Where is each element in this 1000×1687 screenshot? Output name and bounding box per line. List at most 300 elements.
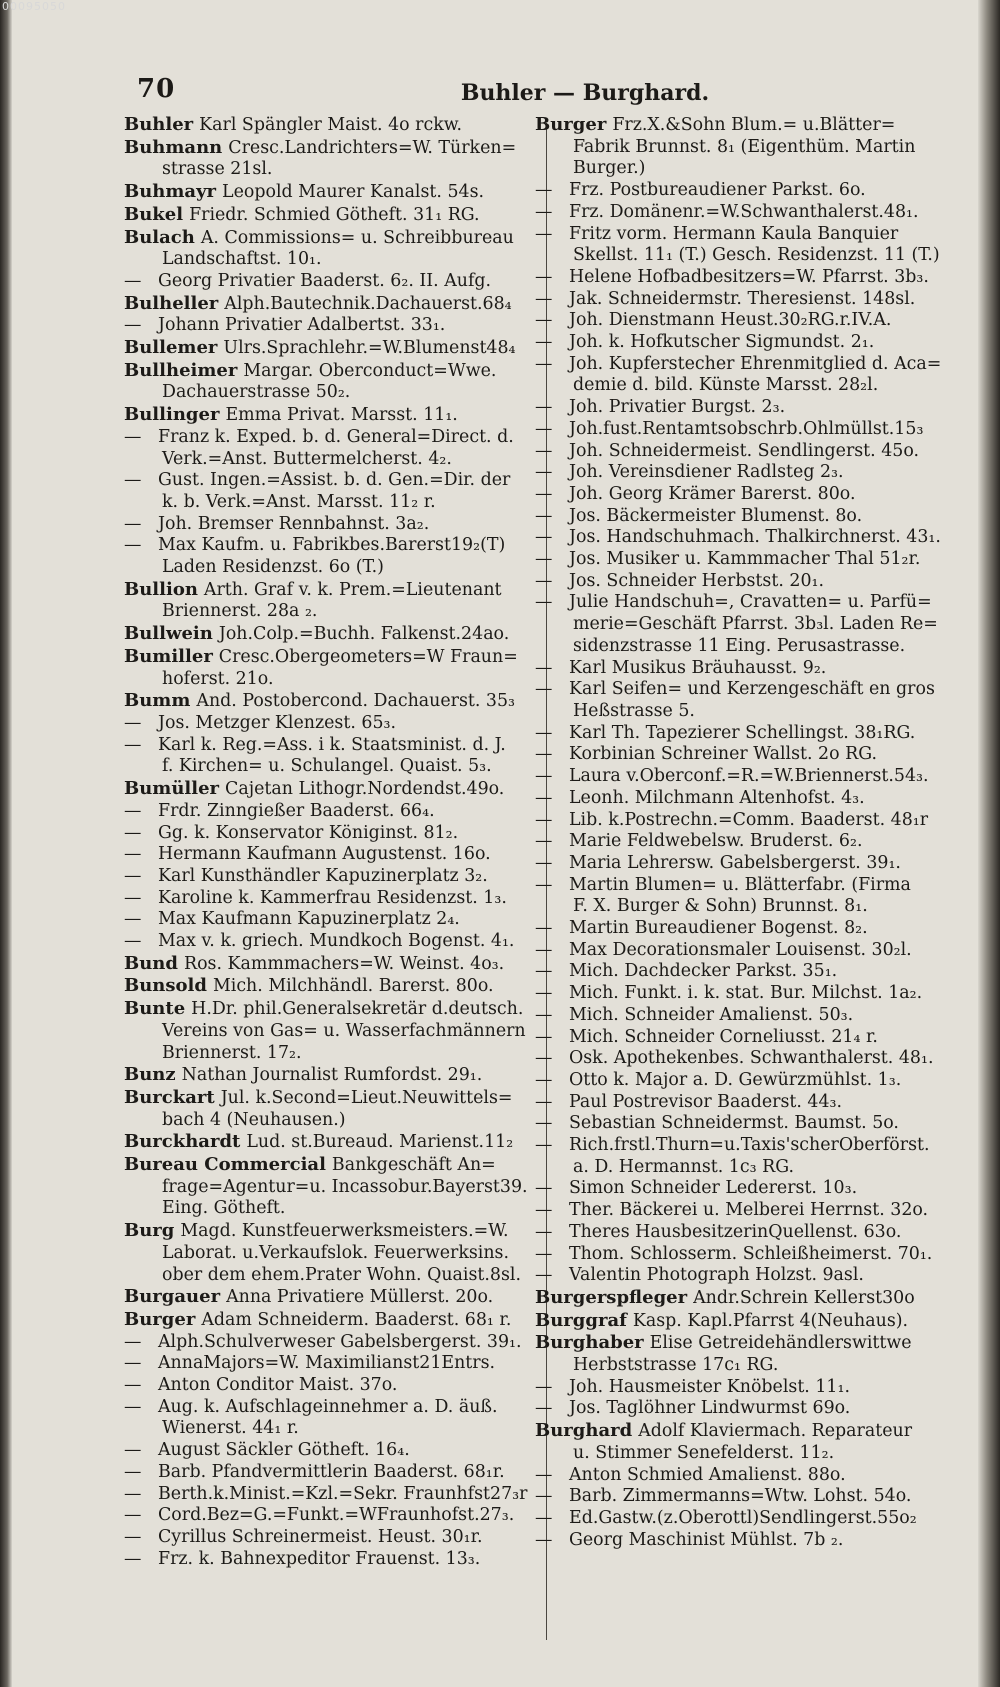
- surname: Bund: [124, 952, 178, 974]
- entry-text: Martin Blumen= u. Blätterfabr. (Firma: [569, 874, 911, 895]
- directory-entry: [124, 449, 549, 471]
- entry-text: Karl Musikus Bräuhausst. 9₂.: [569, 657, 827, 678]
- entry-text: Maria Lehrersw. Gabelsbergerst. 39₁.: [569, 852, 901, 873]
- ditto-dash: —: [535, 1026, 553, 1047]
- entry-text: Jul. k.Second=Lieut.Neuwittels=: [220, 1087, 513, 1108]
- ditto-dash: —: [535, 657, 553, 678]
- directory-entry: [535, 114, 953, 137]
- directory-entry: [124, 1021, 549, 1043]
- entry-text: Ros. Kammmachers=W. Weinst. 4o₃.: [183, 953, 505, 974]
- ditto-dash: —: [535, 679, 553, 700]
- directory-entry: [124, 579, 549, 602]
- entry-text: F. X. Burger & Sohn) Brunnst. 8₁.: [573, 896, 868, 917]
- ditto-dash: —: [535, 1243, 553, 1264]
- surname: Burghaber: [535, 1332, 644, 1354]
- ditto-dash: —: [124, 844, 142, 865]
- directory-entry: [535, 940, 953, 962]
- directory-entry: [535, 1310, 953, 1333]
- entry-text: Jos. Musiker u. Kammmacher Thal 51₂r.: [569, 549, 921, 570]
- entry-text: Arth. Graf v. k. Prem.=Lieutenant: [203, 579, 502, 600]
- directory-entry: [124, 953, 549, 976]
- directory-entry: [535, 679, 953, 701]
- entry-text: Karoline k. Kammerfrau Residenzst. 1₃.: [158, 887, 507, 908]
- directory-entry: [124, 1549, 549, 1571]
- entry-text: Cord.Bez=G.=Funkt.=WFraunhofst.27₃.: [158, 1505, 515, 1526]
- directory-entry: [535, 1027, 953, 1049]
- entry-text: Ed.Gastw.(z.Oberottl)Sendlingerst.55o₂: [569, 1508, 917, 1528]
- directory-entry: [535, 419, 953, 441]
- directory-entry: [124, 888, 549, 910]
- directory-entry: [124, 909, 549, 931]
- directory-entry: [535, 1443, 953, 1465]
- directory-entry: [124, 844, 549, 866]
- ditto-dash: —: [124, 887, 142, 908]
- entry-text: Thom. Schlosserm. Schleißheimerst. 70₁.: [569, 1243, 933, 1264]
- surname: Burckart: [124, 1086, 215, 1108]
- binding-edge-left: [0, 0, 12, 1687]
- directory-entry: [535, 918, 953, 940]
- entry-text: Berth.k.Minist.=Kzl.=Sekr. Fraunhfst27₃r: [158, 1483, 528, 1504]
- directory-entry: [124, 337, 549, 360]
- directory-entry: [124, 470, 549, 492]
- surname: Bunz: [124, 1064, 176, 1086]
- directory-entry: [124, 137, 549, 160]
- directory-entry: [124, 1484, 549, 1506]
- directory-entry: [124, 293, 549, 316]
- entry-text: Barb. Pfandvermittlerin Baaderst. 68₁r.: [158, 1461, 505, 1482]
- entry-text: Frz.X.&Sohn Blum.= u.Blätter=: [612, 115, 896, 135]
- surname: Bullemer: [124, 337, 218, 359]
- entry-text: Karl Kunsthändler Kapuzinerplatz 3₂.: [158, 865, 488, 886]
- directory-entry: [535, 853, 953, 875]
- entry-text: bach 4 (Neuhausen.): [162, 1109, 346, 1130]
- entry-text: Lud. st.Bureaud. Marienst.11₂: [246, 1132, 514, 1153]
- entry-text: Joh. Georg Krämer Barerst. 80o.: [569, 483, 856, 504]
- directory-entry: [124, 382, 549, 404]
- entry-text: Landschaftst. 10₁.: [162, 249, 322, 270]
- ditto-dash: —: [535, 180, 553, 201]
- entry-text: Ulrs.Sprachlehr.=W.Blumenst48₄: [223, 338, 516, 359]
- entry-text: ober dem ehem.Prater Wohn. Quaist.8sl.: [162, 1264, 522, 1285]
- directory-entry: [535, 1420, 953, 1443]
- entry-text: Joh. Hausmeister Knöbelst. 11₁.: [569, 1376, 850, 1397]
- directory-entry: [535, 788, 953, 810]
- directory-entry: [535, 462, 953, 484]
- entry-text: Jos. Metzger Klenzest. 65₃.: [158, 712, 397, 733]
- entry-text: Johann Privatier Adalbertst. 33₁.: [158, 315, 446, 336]
- entry-text: Mich. Milchhändl. Barerst. 80o.: [212, 976, 494, 997]
- ditto-dash: —: [124, 865, 142, 886]
- directory-entry: [124, 931, 549, 953]
- ditto-dash: —: [124, 1440, 142, 1461]
- entry-text: Joh. Bremser Rennbahnst. 3a₂.: [158, 513, 430, 534]
- ditto-dash: —: [124, 734, 142, 755]
- ditto-dash: —: [535, 744, 553, 765]
- entry-text: Otto k. Major a. D. Gewürzmühlst. 1₃.: [569, 1069, 902, 1090]
- left-column: [124, 114, 549, 1570]
- directory-entry: [535, 484, 953, 506]
- directory-entry: [535, 614, 953, 636]
- directory-entry: [535, 875, 953, 897]
- surname: Bumüller: [124, 778, 220, 800]
- entry-text: Karl Seifen= und Kerzengeschäft en gros: [569, 679, 935, 700]
- ditto-dash: —: [535, 1221, 553, 1242]
- directory-entry: [124, 159, 549, 181]
- ditto-dash: —: [124, 270, 142, 291]
- surname: Bullinger: [124, 404, 220, 426]
- ditto-dash: —: [535, 266, 553, 287]
- ditto-dash: —: [535, 397, 553, 418]
- right-column: [535, 114, 953, 1551]
- ditto-dash: —: [535, 1048, 553, 1069]
- directory-entry: [124, 1397, 549, 1419]
- entry-text: Skellst. 11₁ (T.) Gesch. Residenzst. 11 (T.): [573, 245, 940, 266]
- ditto-dash: —: [535, 766, 553, 787]
- entry-text: Wienerst. 44₁ r.: [162, 1418, 299, 1439]
- ditto-dash: —: [124, 1353, 142, 1374]
- ditto-dash: —: [535, 809, 553, 830]
- ditto-dash: —: [535, 462, 553, 483]
- surname: Buhler: [124, 114, 194, 135]
- entry-text: Fabrik Brunnst. 8₁ (Eigenthüm. Martin: [573, 136, 916, 157]
- entry-text: Adolf Klaviermach. Reparateur: [638, 1421, 913, 1442]
- entry-text: Laura v.Oberconf.=R.=W.Briennerst.54₃.: [569, 766, 929, 787]
- entry-text: Max Kaufmann Kapuzinerplatz 2₄.: [158, 909, 460, 930]
- directory-entry: [535, 1070, 953, 1092]
- directory-entry: [124, 492, 549, 514]
- entry-text: Valentin Photograph Holzst. 9asl.: [569, 1265, 864, 1286]
- entry-text: Frdr. Zinngießer Baaderst. 66₄.: [158, 800, 435, 821]
- entry-text: Aug. k. Aufschlageinnehmer a. D. äuß.: [158, 1396, 498, 1417]
- entry-text: Anton Conditor Maist. 37o.: [158, 1375, 398, 1396]
- entry-text: Frz. k. Bahnexpeditor Frauenst. 13₃.: [158, 1548, 481, 1569]
- entry-text: Karl k. Reg.=Ass. i k. Staatsminist. d. J.: [158, 734, 506, 755]
- entry-text: Max Kaufm. u. Fabrikbes.Barerst19₂(T): [158, 535, 506, 556]
- surname: Bumm: [124, 690, 191, 712]
- ditto-dash: —: [535, 787, 553, 808]
- ditto-dash: —: [535, 332, 553, 353]
- ditto-dash: —: [124, 535, 142, 556]
- entry-text: Mich. Schneider Corneliusst. 21₄ r.: [569, 1026, 878, 1047]
- directory-entry: [124, 823, 549, 845]
- ditto-dash: —: [124, 1548, 142, 1569]
- ditto-dash: —: [535, 418, 553, 439]
- entry-text: Mich. Schneider Amalienst. 50₃.: [569, 1004, 854, 1025]
- entry-text: frage=Agentur=u. Incassobur.Bayerst39.: [162, 1176, 528, 1197]
- entry-text: Eing. Götheft.: [162, 1198, 286, 1219]
- entry-text: Joh. Privatier Burgst. 2₃.: [569, 397, 786, 418]
- entry-text: H.Dr. phil.Generalsekretär d.deutsch.: [191, 999, 524, 1020]
- ditto-dash: —: [535, 1529, 553, 1550]
- entry-text: Helene Hofbadbesitzers=W. Pfarrst. 3b₃.: [569, 266, 929, 287]
- ditto-dash: —: [124, 426, 142, 447]
- entry-text: demie d. bild. Künste Marsst. 28₂l.: [573, 375, 879, 396]
- directory-entry: [535, 224, 953, 246]
- surname: Bullheimer: [124, 359, 238, 381]
- directory-entry: [535, 180, 953, 202]
- directory-entry: [124, 1043, 549, 1065]
- entry-text: Karl Spängler Maist. 4o rckw.: [199, 115, 463, 135]
- entry-text: Jos. Bäckermeister Blumenst. 8o.: [569, 505, 863, 526]
- entry-text: Jos. Handschuhmach. Thalkirchnerst. 43₁.: [569, 527, 941, 548]
- directory-entry: [124, 1418, 549, 1440]
- directory-entry: [535, 658, 953, 680]
- entry-text: Paul Postrevisor Baaderst. 44₃.: [569, 1091, 843, 1112]
- entry-text: Julie Handschuh=, Cravatten= u. Parfü=: [569, 592, 932, 613]
- directory-entry: [124, 181, 549, 204]
- directory-entry: [535, 1113, 953, 1135]
- entry-text: Frz. Postbureaudiener Parkst. 6o.: [569, 180, 866, 201]
- directory-entry: [535, 1265, 953, 1287]
- directory-entry: [124, 360, 549, 383]
- ditto-dash: —: [535, 1265, 553, 1286]
- directory-entry: [535, 1287, 953, 1310]
- entry-text: Barb. Zimmermanns=Wtw. Lohst. 54o.: [569, 1486, 912, 1507]
- surname: Buhmayr: [124, 181, 217, 203]
- directory-entry: [535, 506, 953, 528]
- entry-text: A. Commissions= u. Schreibbureau: [200, 227, 514, 248]
- directory-entry: [124, 690, 549, 713]
- ditto-dash: —: [124, 1505, 142, 1526]
- directory-entry: [535, 245, 953, 267]
- entry-text: Ther. Bäckerei u. Melberei Herrnst. 32o.: [569, 1200, 929, 1221]
- directory-entry: [535, 1486, 953, 1508]
- directory-entry: [535, 267, 953, 289]
- directory-entry: [124, 1064, 549, 1087]
- ditto-dash: —: [535, 549, 553, 570]
- directory-entry: [535, 1048, 953, 1070]
- ditto-dash: —: [124, 909, 142, 930]
- ditto-dash: —: [124, 513, 142, 534]
- ditto-dash: —: [535, 831, 553, 852]
- running-head: Buhler — Burghard.: [460, 80, 710, 106]
- ditto-dash: —: [124, 1331, 142, 1352]
- directory-entry: [124, 204, 549, 227]
- entry-text: Sebastian Schneidermst. Baumst. 5o.: [569, 1113, 899, 1134]
- surname: Bulheller: [124, 292, 219, 314]
- page-number: 70: [137, 74, 176, 104]
- ditto-dash: —: [535, 874, 553, 895]
- ditto-dash: —: [535, 483, 553, 504]
- surname: Bulach: [124, 226, 195, 248]
- entry-text: k. b. Verk.=Anst. Marsst. 11₂ r.: [162, 491, 436, 512]
- directory-entry: [535, 137, 953, 159]
- entry-text: strasse 21sl.: [162, 159, 273, 180]
- directory-entry: [535, 1092, 953, 1114]
- directory-entry: [124, 1527, 549, 1549]
- ditto-dash: —: [535, 1178, 553, 1199]
- directory-entry: [535, 723, 953, 745]
- ditto-dash: —: [124, 1483, 142, 1504]
- entry-text: f. Kirchen= u. Schulangel. Quaist. 5₃.: [162, 756, 492, 777]
- entry-text: merie=Geschäft Pfarrst. 3b₃l. Laden Re=: [573, 614, 938, 635]
- surname: Burgauer: [124, 1286, 221, 1308]
- entry-text: Leopold Maurer Kanalst. 54s.: [222, 182, 485, 203]
- entry-text: Joh. Vereinsdiener Radlsteg 2₃.: [569, 462, 844, 483]
- surname: Bukel: [124, 203, 184, 225]
- surname: Bullion: [124, 578, 198, 600]
- directory-entry: [124, 1462, 549, 1484]
- ditto-dash: —: [124, 1396, 142, 1417]
- directory-entry: [124, 1353, 549, 1375]
- directory-entry: [535, 1508, 953, 1530]
- directory-entry: [535, 571, 953, 593]
- ditto-dash: —: [124, 1375, 142, 1396]
- entry-text: Herbststrasse 17c₁ RG.: [573, 1355, 779, 1376]
- entry-text: Georg Maschinist Mühlst. 7b ₂.: [569, 1529, 844, 1550]
- directory-entry: [124, 1131, 549, 1154]
- ditto-dash: —: [535, 201, 553, 222]
- entry-text: Anna Privatiere Müllerst. 20o.: [226, 1287, 494, 1308]
- ditto-dash: —: [124, 1461, 142, 1482]
- ditto-dash: —: [124, 931, 142, 952]
- entry-text: Vereins von Gas= u. Wasserfachmännern: [162, 1020, 526, 1041]
- directory-entry: [535, 549, 953, 571]
- directory-entry: [535, 441, 953, 463]
- ditto-dash: —: [124, 315, 142, 336]
- entry-text: Laborat. u.Verkaufslok. Feuerwerksins.: [162, 1242, 510, 1263]
- directory-entry: [124, 227, 549, 250]
- entry-text: Hermann Kaufmann Augustenst. 16o.: [158, 844, 491, 865]
- ditto-dash: —: [535, 223, 553, 244]
- directory-entry: [535, 983, 953, 1005]
- directory-entry: [535, 1157, 953, 1179]
- directory-entry: [124, 778, 549, 801]
- directory-entry: [124, 114, 549, 137]
- directory-entry: [535, 1355, 953, 1377]
- directory-entry: [535, 831, 953, 853]
- ditto-dash: —: [124, 712, 142, 733]
- directory-entry: [535, 1135, 953, 1157]
- entry-text: Jos. Schneider Herbstst. 20₁.: [569, 570, 825, 591]
- ditto-dash: —: [535, 592, 553, 613]
- entry-text: Joh. k. Hofkutscher Sigmundst. 2₁.: [569, 332, 875, 353]
- entry-text: Burger.): [573, 158, 646, 179]
- entry-text: Margar. Oberconduct=Wwe.: [243, 360, 497, 381]
- directory-entry: [124, 404, 549, 427]
- directory-entry: [535, 744, 953, 766]
- ditto-dash: —: [535, 1200, 553, 1221]
- entry-text: a. D. Hermannst. 1c₃ RG.: [573, 1156, 794, 1177]
- directory-entry: [124, 1265, 549, 1287]
- directory-entry: [124, 866, 549, 888]
- directory-entry: [124, 646, 549, 669]
- directory-entry: [124, 1220, 549, 1243]
- directory-entry: [535, 1530, 953, 1552]
- entry-text: Verk.=Anst. Buttermelcherst. 4₂.: [162, 448, 452, 469]
- left-entry-list: [124, 114, 549, 1570]
- surname: Burger: [124, 1308, 196, 1330]
- directory-entry: [124, 601, 549, 623]
- entry-text: Kasp. Kapl.Pfarrst 4(Neuhaus).: [632, 1310, 909, 1331]
- directory-entry: [535, 1222, 953, 1244]
- directory-entry: [535, 766, 953, 788]
- directory-entry: [124, 557, 549, 579]
- ditto-dash: —: [535, 440, 553, 461]
- directory-entry: [535, 289, 953, 311]
- entry-text: Anton Schmied Amalienst. 88o.: [569, 1464, 846, 1485]
- entry-text: Cresc.Landrichters=W. Türken=: [228, 137, 517, 158]
- ditto-dash: —: [535, 1486, 553, 1507]
- entry-text: Cajetan Lithogr.Nordendst.49o.: [225, 779, 505, 800]
- directory-entry: [535, 896, 953, 918]
- ditto-dash: —: [535, 1069, 553, 1090]
- ditto-dash: —: [535, 1135, 553, 1156]
- directory-entry: [535, 332, 953, 354]
- directory-entry: [124, 1286, 549, 1309]
- surname: Bullwein: [124, 623, 213, 645]
- entry-text: Leonh. Milchmann Altenhofst. 4₃.: [569, 787, 865, 808]
- ditto-dash: —: [124, 470, 142, 491]
- directory-entry: [124, 1154, 549, 1177]
- directory-entry: [124, 1505, 549, 1527]
- entry-text: Frz. Domänenr.=W.Schwanthalerst.48₁.: [569, 201, 919, 222]
- directory-entry: [535, 397, 953, 419]
- ditto-dash: —: [535, 722, 553, 743]
- directory-entry: [535, 1244, 953, 1266]
- entry-text: Cresc.Obergeometers=W Fraun=: [218, 646, 518, 667]
- directory-entry: [124, 535, 549, 557]
- directory-entry: [124, 427, 549, 449]
- surname: Buhmann: [124, 136, 223, 158]
- directory-entry: [124, 271, 549, 293]
- directory-entry: [124, 756, 549, 778]
- entry-text: Emma Privat. Marsst. 11₁.: [225, 405, 458, 426]
- directory-entry: [535, 1377, 953, 1399]
- entry-text: Joh. Schneidermeist. Sendlingerst. 45o.: [569, 440, 920, 461]
- ditto-dash: —: [535, 1376, 553, 1397]
- entry-text: Gg. k. Konservator Königinst. 81₂.: [158, 822, 459, 843]
- entry-text: Joh.fust.Rentamtsobschrb.Ohlmüllst.15₃: [569, 418, 924, 439]
- entry-text: Nathan Journalist Rumfordst. 29₁.: [181, 1065, 483, 1086]
- entry-text: Adam Schneiderm. Baaderst. 68₁ r.: [201, 1309, 512, 1330]
- directory-entry: [535, 1005, 953, 1027]
- directory-entry: [124, 1440, 549, 1462]
- directory-entry: [535, 527, 953, 549]
- entry-text: Osk. Apothekenbes. Schwanthalerst. 48₁.: [569, 1048, 934, 1069]
- directory-entry: [124, 669, 549, 691]
- entry-text: Heßstrasse 5.: [573, 700, 695, 721]
- directory-entry: [535, 158, 953, 180]
- directory-entry: [535, 310, 953, 332]
- directory-entry: [124, 1198, 549, 1220]
- directory-entry: [124, 1309, 549, 1332]
- ditto-dash: —: [535, 918, 553, 939]
- directory-entry: [535, 202, 953, 224]
- directory-entry: [124, 1087, 549, 1110]
- ditto-dash: —: [124, 1527, 142, 1547]
- directory-entry: [535, 701, 953, 723]
- directory-entry: [535, 354, 953, 376]
- entry-text: hoferst. 21o.: [162, 668, 274, 689]
- directory-entry: [535, 1200, 953, 1222]
- directory-entry: [124, 801, 549, 823]
- entry-text: Joh. Dienstmann Heust.30₂RG.r.IV.A.: [569, 310, 892, 331]
- entry-text: AnnaMajors=W. Maximilianst21Entrs.: [158, 1353, 496, 1374]
- ditto-dash: —: [535, 1004, 553, 1025]
- directory-entry: [535, 636, 953, 658]
- surname: Burgerspfleger: [535, 1286, 688, 1308]
- entry-text: Theres HausbesitzerinQuellenst. 63o.: [569, 1221, 902, 1242]
- directory-entry: [535, 1178, 953, 1200]
- surname: Burckhardt: [124, 1131, 241, 1153]
- entry-text: u. Stimmer Senefelderst. 11₂.: [573, 1442, 835, 1463]
- surname: Bumiller: [124, 645, 213, 667]
- directory-entry: [124, 1243, 549, 1265]
- entry-text: Korbinian Schreiner Wallst. 2o RG.: [569, 744, 877, 765]
- entry-text: Dachauerstrasse 50₂.: [162, 382, 351, 403]
- directory-entry: [124, 514, 549, 536]
